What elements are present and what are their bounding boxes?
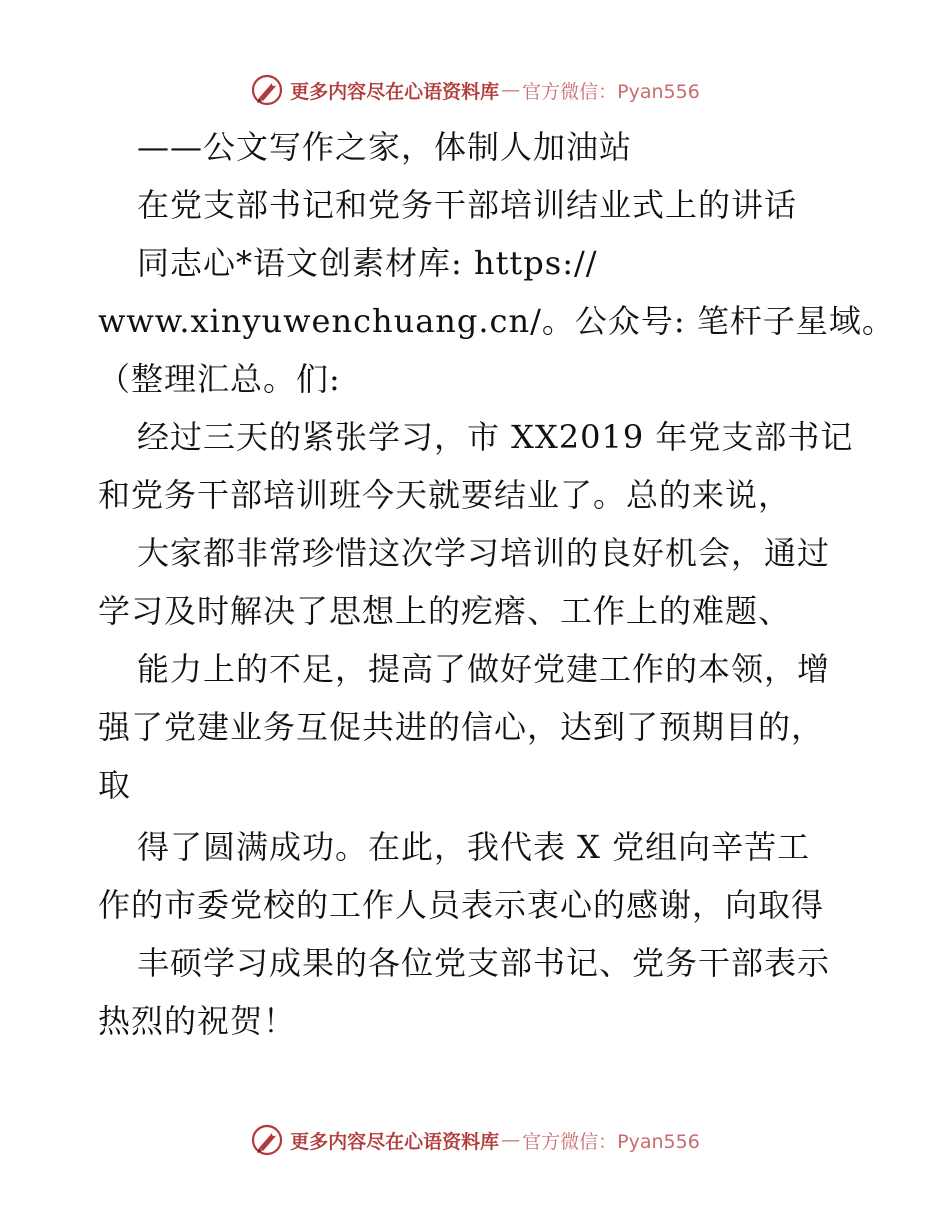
body-line: （整理汇总。们: [98, 360, 341, 398]
header-dash: — [501, 79, 521, 101]
body-line-subtitle: ——公文写作之家，体制人加油站 [137, 128, 633, 166]
body-line: 作的市委党校的工作人员表示衷心的感谢，向取得 [98, 886, 825, 924]
body-line: 取 [98, 766, 132, 804]
pen-circle-logo-icon [250, 1123, 284, 1157]
footer-dash: — [501, 1129, 521, 1151]
body-line: 强了党建业务互促共进的信心，达到了预期目的， [98, 708, 825, 746]
body-line: 和党务干部培训班今天就要结业了。总的来说， [98, 476, 792, 514]
footer-wechat-text: 官方微信：Pyan556 [522, 1130, 700, 1153]
footer-brand-text: 更多内容尽在心语资料库 [290, 1130, 500, 1153]
body-line: 大家都非常珍惜这次学习培训的良好机会，通过 [137, 534, 831, 572]
body-line: 热烈的祝贺！ [98, 1002, 297, 1040]
header-wechat-text: 官方微信：Pyan556 [522, 80, 700, 103]
body-line: 丰硕学习成果的各位党支部书记、党务干部表示 [137, 944, 831, 982]
body-line: 得了圆满成功。在此，我代表 X 党组向辛苦工 [137, 828, 811, 866]
header-brand-text: 更多内容尽在心语资料库 [290, 80, 500, 103]
body-line: 经过三天的紧张学习，市 XX2019 年党支部书记 [137, 418, 854, 456]
body-line-title: 在党支部书记和党务干部培训结业式上的讲话 [137, 186, 798, 224]
body-line: 同志心*语文创素材库: https:// [137, 244, 598, 282]
header-banner [0, 70, 950, 110]
footer-banner [0, 1120, 950, 1160]
body-line: www.xinyuwenchuang.cn/。公众号: 笔杆子星域。 [98, 302, 895, 340]
pen-circle-logo-icon [250, 73, 284, 107]
body-line: 学习及时解决了思想上的疙瘩、工作上的难题、 [98, 592, 792, 630]
body-line: 能力上的不足，提高了做好党建工作的本领，增 [137, 650, 831, 688]
